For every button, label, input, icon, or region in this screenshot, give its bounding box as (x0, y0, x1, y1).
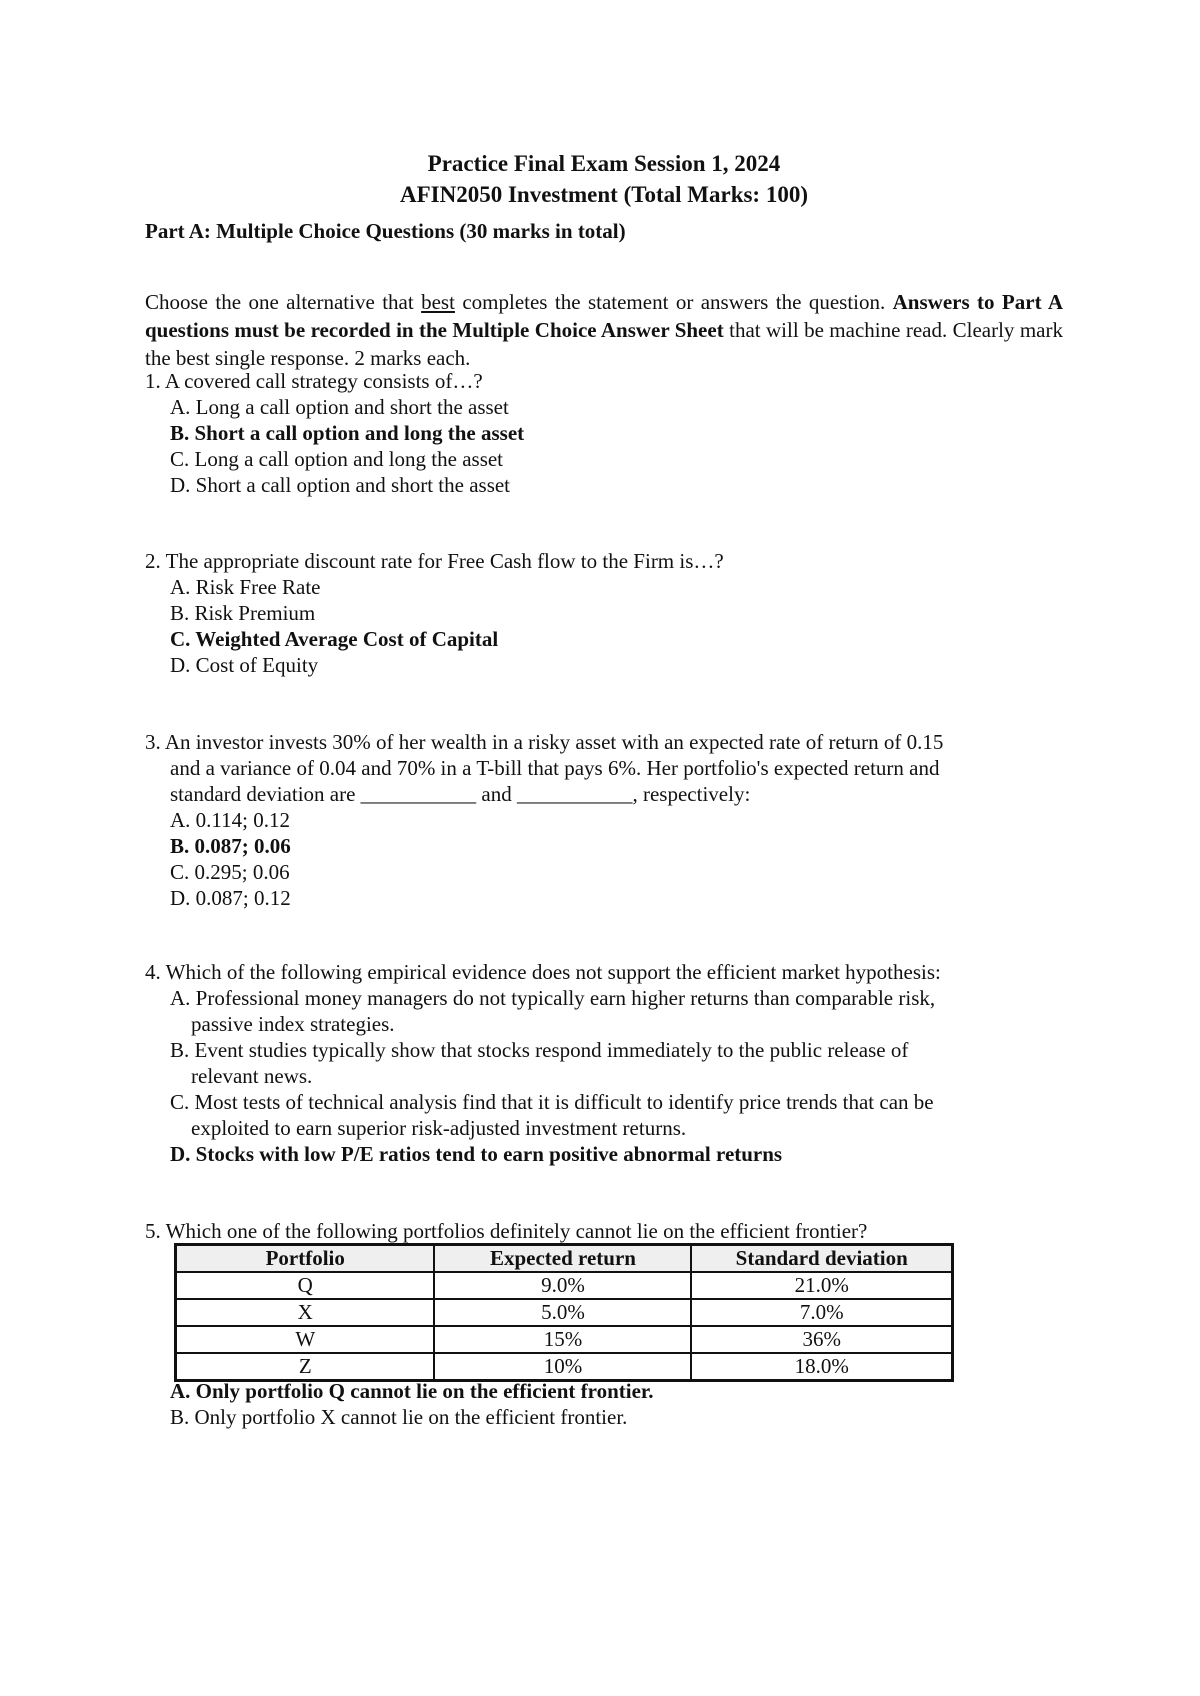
instructions-bold: Answers to Part A questions must be recorded in the Multiple Choice Answer Sheet (145, 290, 1063, 342)
exam-title: Practice Final Exam Session 1, 2024 (427, 151, 781, 176)
instructions-text: that will be machine read. Clearly mark the best single response. 2 marks each. (145, 318, 1063, 370)
option-d: D. 0.087; 0.12 (170, 886, 291, 910)
table-cell: 15% (434, 1326, 691, 1353)
table-row (176, 1299, 953, 1326)
portfolio-table (174, 1243, 954, 1382)
table-cell: W (176, 1326, 435, 1353)
option-a: A. Long a call option and short the asset (170, 395, 509, 419)
column-header: Portfolio (176, 1245, 435, 1273)
option-c-cont: exploited to earn superior risk-adjusted investment returns. (191, 1116, 687, 1140)
option-d: D. Short a call option and short the asset (170, 473, 511, 497)
option-b: B. Event studies typically show that stocks respond immediately to the public release of (170, 1038, 909, 1062)
option-a: A. Professional money managers do not typically earn higher returns than comparable risk, (170, 986, 936, 1010)
table-cell: 5.0% (434, 1299, 691, 1326)
option-a: A. 0.114; 0.12 (170, 808, 290, 832)
option-c: C. Most tests of technical analysis find that it is difficult to identify price trends that can be (170, 1090, 934, 1114)
option-b-cont: relevant news. (191, 1064, 313, 1088)
exam-title-block (145, 148, 1063, 210)
table-cell: 21.0% (691, 1272, 952, 1299)
table-cell: 7.0% (691, 1299, 952, 1326)
question-text: 3. An investor invests 30% of her wealth in a risky asset with an expected rate of return of 0.15 (145, 730, 944, 754)
instructions-underlined: best (421, 290, 455, 314)
part-a-instructions (145, 288, 1063, 372)
question-text: 5. Which one of the following portfolios definitely cannot lie on the efficient frontier? (145, 1219, 868, 1243)
table-row (176, 1326, 953, 1353)
table-header-row (176, 1245, 953, 1273)
part-a-heading: Part A: Multiple Choice Questions (30 marks in total) (145, 219, 626, 243)
option-a-correct: A. Only portfolio Q cannot lie on the efficient frontier. (170, 1379, 654, 1403)
table-cell: X (176, 1299, 435, 1326)
question-text-cont: and a variance of 0.04 and 70% in a T-bill that pays 6%. Her portfolio's expected return and (170, 756, 940, 780)
table-cell: 9.0% (434, 1272, 691, 1299)
option-b: B. Only portfolio X cannot lie on the efficient frontier. (170, 1405, 628, 1429)
option-b: B. Risk Premium (170, 601, 316, 625)
option-c: C. 0.295; 0.06 (170, 860, 290, 884)
question-text: 1. A covered call strategy consists of…? (145, 369, 483, 393)
option-d-correct: D. Stocks with low P/E ratios tend to earn positive abnormal returns (170, 1142, 783, 1166)
table-cell: 36% (691, 1326, 952, 1353)
question-text-cont: standard deviation are ___________ and ___________, respectively: (170, 782, 751, 806)
table-row (176, 1353, 953, 1381)
question-text: 2. The appropriate discount rate for Free Cash flow to the Firm is…? (145, 549, 724, 573)
option-c-correct: C. Weighted Average Cost of Capital (170, 627, 499, 651)
table-cell: 10% (434, 1353, 691, 1381)
option-a-cont: passive index strategies. (191, 1012, 395, 1036)
table-cell: Z (176, 1353, 435, 1381)
question-text: 4. Which of the following empirical evidence does not support the efficient market hypothesis: (145, 960, 941, 984)
option-d: D. Cost of Equity (170, 653, 319, 677)
instructions-text: Choose the one alternative that (145, 290, 422, 314)
option-c: C. Long a call option and long the asset (170, 447, 504, 471)
table-cell: 18.0% (691, 1353, 952, 1381)
column-header: Standard deviation (691, 1245, 952, 1273)
table-cell: Q (176, 1272, 435, 1299)
table-row (176, 1272, 953, 1299)
option-a: A. Risk Free Rate (170, 575, 321, 599)
option-b-correct: B. Short a call option and long the asset (170, 421, 525, 445)
option-b-correct: B. 0.087; 0.06 (170, 834, 291, 858)
column-header: Expected return (434, 1245, 691, 1273)
course-title: AFIN2050 Investment (Total Marks: 100) (399, 182, 808, 207)
instructions-text: completes the statement or answers the question. (454, 290, 893, 314)
